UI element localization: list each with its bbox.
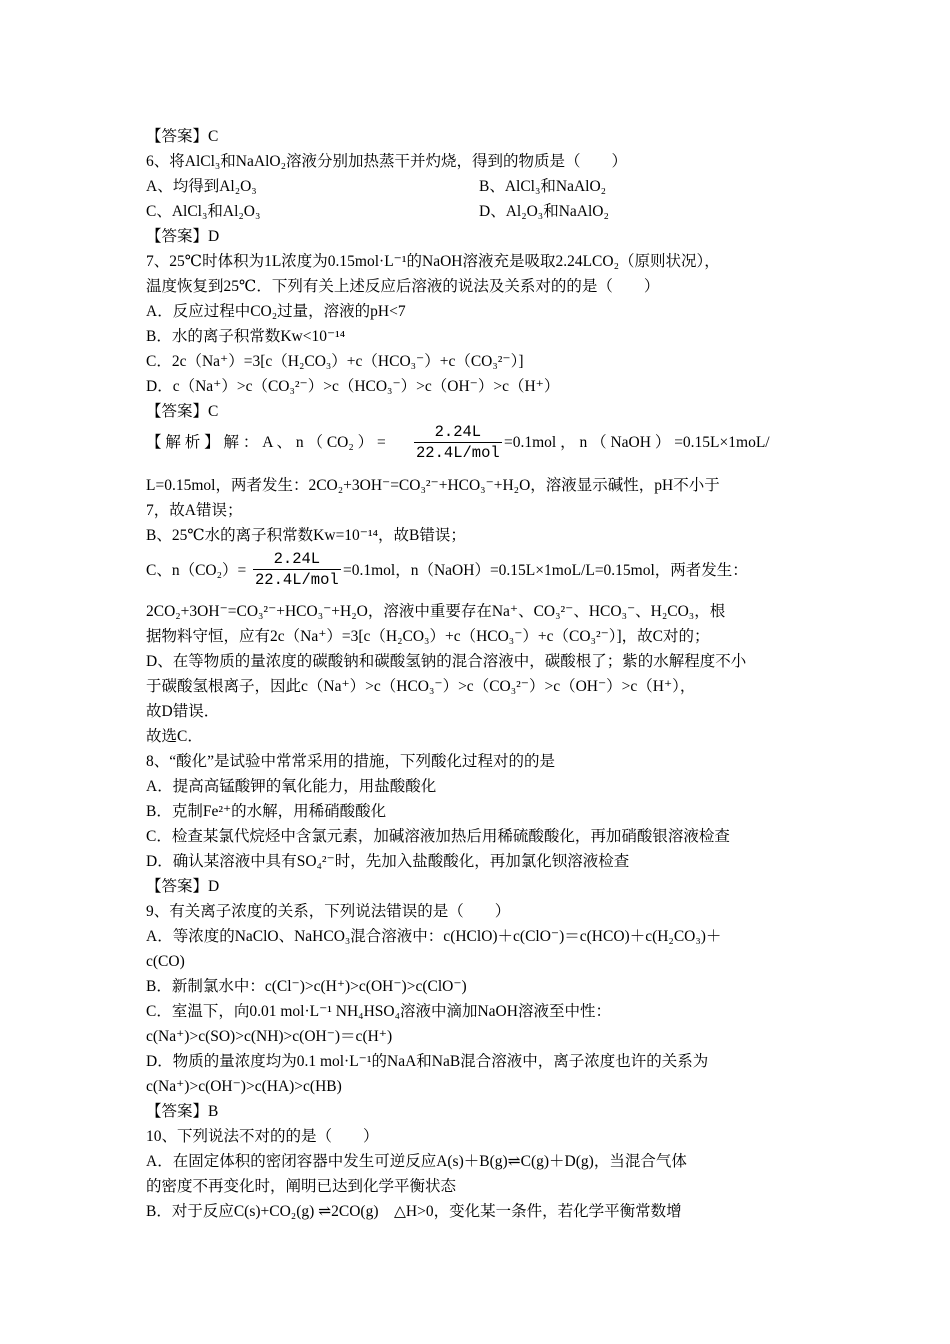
answer-line: 【答案】B	[146, 1103, 219, 1120]
analysis-line: D、在等物质的量浓度的碳酸钠和碳酸氢钠的混合溶液中，碳酸根了；紫的水解程度不小	[146, 653, 747, 670]
fraction-numerator: 2.24L	[414, 422, 502, 443]
option-c: C．2c（Na⁺）=3[c（H₂CO₃）+c（HCO₃⁻）+c（CO₃²⁻）]	[146, 353, 524, 370]
option-c: C、AlCl₃和Al₂O₃	[146, 203, 261, 220]
analysis-line: B、25℃水的离子积常数Kw=10⁻¹⁴，故B错误；	[146, 527, 466, 544]
answer-line: 【答案】C	[146, 403, 219, 420]
option-a: A．等浓度的NaClO、NaHCO₃混合溶液中：c(HClO)＋c(ClO⁻)＝c(HCO)＋c(H₂CO₃)＋	[146, 928, 722, 945]
option-a-cont: 的密度不再变化时，阐明已达到化学平衡状态	[146, 1178, 457, 1195]
analysis-line: 于碳酸氢根离子，因此c（Na⁺）>c（HCO₃⁻）>c（CO₃²⁻）>c（OH⁻）>c（H⁺），	[146, 678, 696, 695]
option-d: D．物质的量浓度均为0.1 mol·L⁻¹的NaA和NaB混合溶液中，离子浓度也许的关系为	[146, 1053, 709, 1070]
option-c: C．室温下，向0.01 mol·L⁻¹ NH₄HSO₄溶液中滴加NaOH溶液至中性：	[146, 1003, 611, 1020]
analysis-line: L=0.15mol，两者发生：2CO₂+3OH⁻=CO₃²⁻+HCO₃⁻+H₂O，溶液显示碱性，pH不小于	[146, 477, 720, 494]
analysis-c-cont: =0.1mol，n（NaOH）=0.15L×1moL/L=0.15mol，两者发生：	[343, 562, 748, 579]
option-c-cont: c(Na⁺)>c(SO)>c(NH)>c(OH⁻)＝c(H⁺)	[146, 1028, 393, 1045]
option-a: A．反应过程中CO₂过量，溶液的pH<7	[146, 303, 406, 320]
option-a: A、均得到Al₂O₃	[146, 178, 257, 195]
question-7-cont: 温度恢复到25℃．下列有关上述反应后溶液的说法及关系对的的是（ ）	[146, 278, 660, 295]
analysis-start-cont: =0.1mol ， n （ NaOH ） =0.15L×1moL/	[504, 434, 770, 451]
analysis-line: 故选C．	[146, 728, 203, 745]
question-8: 8、“酸化”是试验中常常采用的措施，下列酸化过程对的的是	[146, 753, 556, 770]
fraction	[253, 549, 341, 590]
fraction	[414, 422, 502, 463]
question-10: 10、下列说法不对的的是（ ）	[146, 1128, 379, 1145]
option-c: C．检查某氯代烷烃中含氯元素，加碱溶液加热后用稀硫酸酸化，再加硝酸银溶液检查	[146, 828, 730, 845]
option-b: B．水的离子积常数Kw<10⁻¹⁴	[146, 328, 346, 345]
answer-line: 【答案】D	[146, 228, 220, 245]
analysis-line: 2CO₂+3OH⁻=CO₃²⁻+HCO₃⁻+H₂O，溶液中重要存在Na⁺、CO₃²⁻、HCO₃⁻、H₂CO₃，根	[146, 603, 726, 620]
question-6: 6、将AlCl₃和NaAlO₂溶液分别加热蒸干并灼烧，得到的物质是（ ）	[146, 153, 627, 170]
analysis-start: 【 解 析 】 解 ： A 、 n （ CO₂ ） =	[146, 434, 386, 451]
answer-line: 【答案】C	[146, 128, 219, 145]
option-d: D．c（Na⁺）>c（CO₃²⁻）>c（HCO₃⁻）>c（OH⁻）>c（H⁺）	[146, 378, 560, 395]
option-d-cont: c(Na⁺)>c(OH⁻)>c(HA)>c(HB)	[146, 1078, 342, 1095]
option-b: B．新制氯水中：c(Cl⁻)>c(H⁺)>c(OH⁻)>c(ClO⁻)	[146, 978, 467, 995]
question-9: 9、有关离子浓度的关系，下列说法错误的是（ ）	[146, 903, 511, 920]
analysis-line: 故D错误．	[146, 703, 220, 720]
option-a: A．在固定体积的密闭容器中发生可逆反应A(s)＋B(g)⇌C(g)＋D(g)，当混合气体	[146, 1153, 687, 1170]
fraction-denominator: 22.4L/mol	[255, 571, 339, 589]
answer-line: 【答案】D	[146, 878, 220, 895]
fraction-numerator: 2.24L	[253, 549, 341, 570]
option-b: B．克制Fe²⁺的水解，用稀硝酸酸化	[146, 803, 387, 820]
option-a: A．提高高锰酸钾的氧化能力，用盐酸酸化	[146, 778, 437, 795]
option-b: B、AlCl₃和NaAlO₂	[479, 178, 607, 195]
fraction-denominator: 22.4L/mol	[416, 444, 500, 462]
analysis-line: 7，故A错误；	[146, 502, 243, 519]
option-d: D．确认某溶液中具有SO₄²⁻时，先加入盐酸酸化，再加氯化钡溶液检查	[146, 853, 630, 870]
option-d: D、Al₂O₃和NaAlO₂	[479, 203, 609, 220]
analysis-c: C、n（CO₂）=	[146, 562, 247, 579]
analysis-line: 据物料守恒，应有2c（Na⁺）=3[c（H₂CO₃）+c（HCO₃⁻）+c（CO₃²⁻）]，故C对的；	[146, 628, 710, 645]
option-b: B．对于反应C(s)+CO₂(g) ⇌2CO(g) △H>0，变化某一条件，若化学平衡常数增	[146, 1203, 682, 1220]
question-7: 7、25℃时体积为1L浓度为0.15mol·L⁻¹的NaOH溶液充是吸取2.24LCO₂（原则状况），	[146, 253, 720, 270]
option-a-cont: c(CO)	[146, 953, 185, 970]
